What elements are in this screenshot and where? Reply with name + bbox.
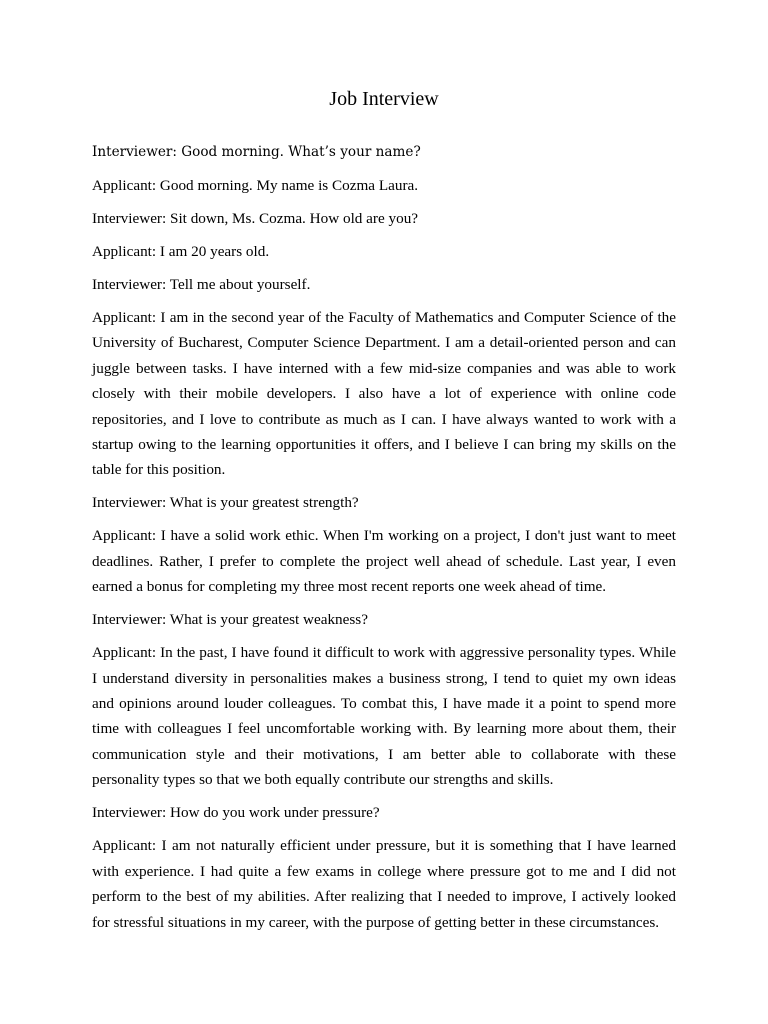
dialogue-line-applicant: Applicant: I have a solid work ethic. When I'm working on a project, I don't just want to meet deadlines. Rather, I prefer to complete the project well ahead of schedule. Last year, I even earned a bonus for completing my three most recent reports one week ahead of time. (92, 527, 676, 596)
dialogue-line-applicant: Applicant: I am in the second year of the Faculty of Mathematics and Computer Science of the University of Bucharest, Computer Science Department. I am a detail-oriented person and can juggle between tasks. I have interned with a few mid-size companies and was able to work closely with their mobile developers. I also have a lot of experience with online code repositories, and I love to contribute as much as I can. I have always wanted to work with a startup owing to the learning opportunities it offers, and I believe I can bring my skills on the table for this position. (92, 309, 676, 479)
dialogue-line-applicant: Applicant: Good morning. My name is Cozma Laura. (92, 177, 419, 194)
dialogue-line-interviewer: Interviewer: Sit down, Ms. Cozma. How old are you? (92, 210, 419, 227)
dialogue-line-applicant: Applicant: I am not naturally efficient under pressure, but it is something that I have learned with experience. I had quite a few exams in college where pressure got to me and I did not perform to the best of my abilities. After realizing that I needed to improve, I actively looked for stressful situations in my career, with the purpose of getting better in these circumstances. (92, 837, 676, 931)
dialogue-line-interviewer: Interviewer: What is your greatest weakness? (92, 611, 368, 629)
document-body (92, 140, 676, 943)
document-title: Job Interview (329, 88, 439, 110)
dialogue-line-interviewer: Interviewer: How do you work under pressure? (92, 804, 380, 822)
dialogue-line-interviewer: Interviewer: What is your greatest strength? (92, 494, 359, 512)
dialogue-line-interviewer: Interviewer: Tell me about yourself. (92, 276, 311, 293)
dialogue-line-interviewer: Interviewer: Good morning. What’s your name? (92, 144, 421, 160)
dialogue-line-applicant: Applicant: In the past, I have found it difficult to work with aggressive personality types. While I understand diversity in personalities makes a business strong, I tend to quiet my own ideas and opinions around louder colleagues. To combat this, I have made it a point to spend more time with colleagues I feel uncomfortable working with. By learning more about them, their communication style and their motivations, I am better able to collaborate with these personality types so that we both equally contribute our strengths and skills. (92, 644, 676, 789)
dialogue-line-applicant: Applicant: I am 20 years old. (92, 243, 270, 260)
